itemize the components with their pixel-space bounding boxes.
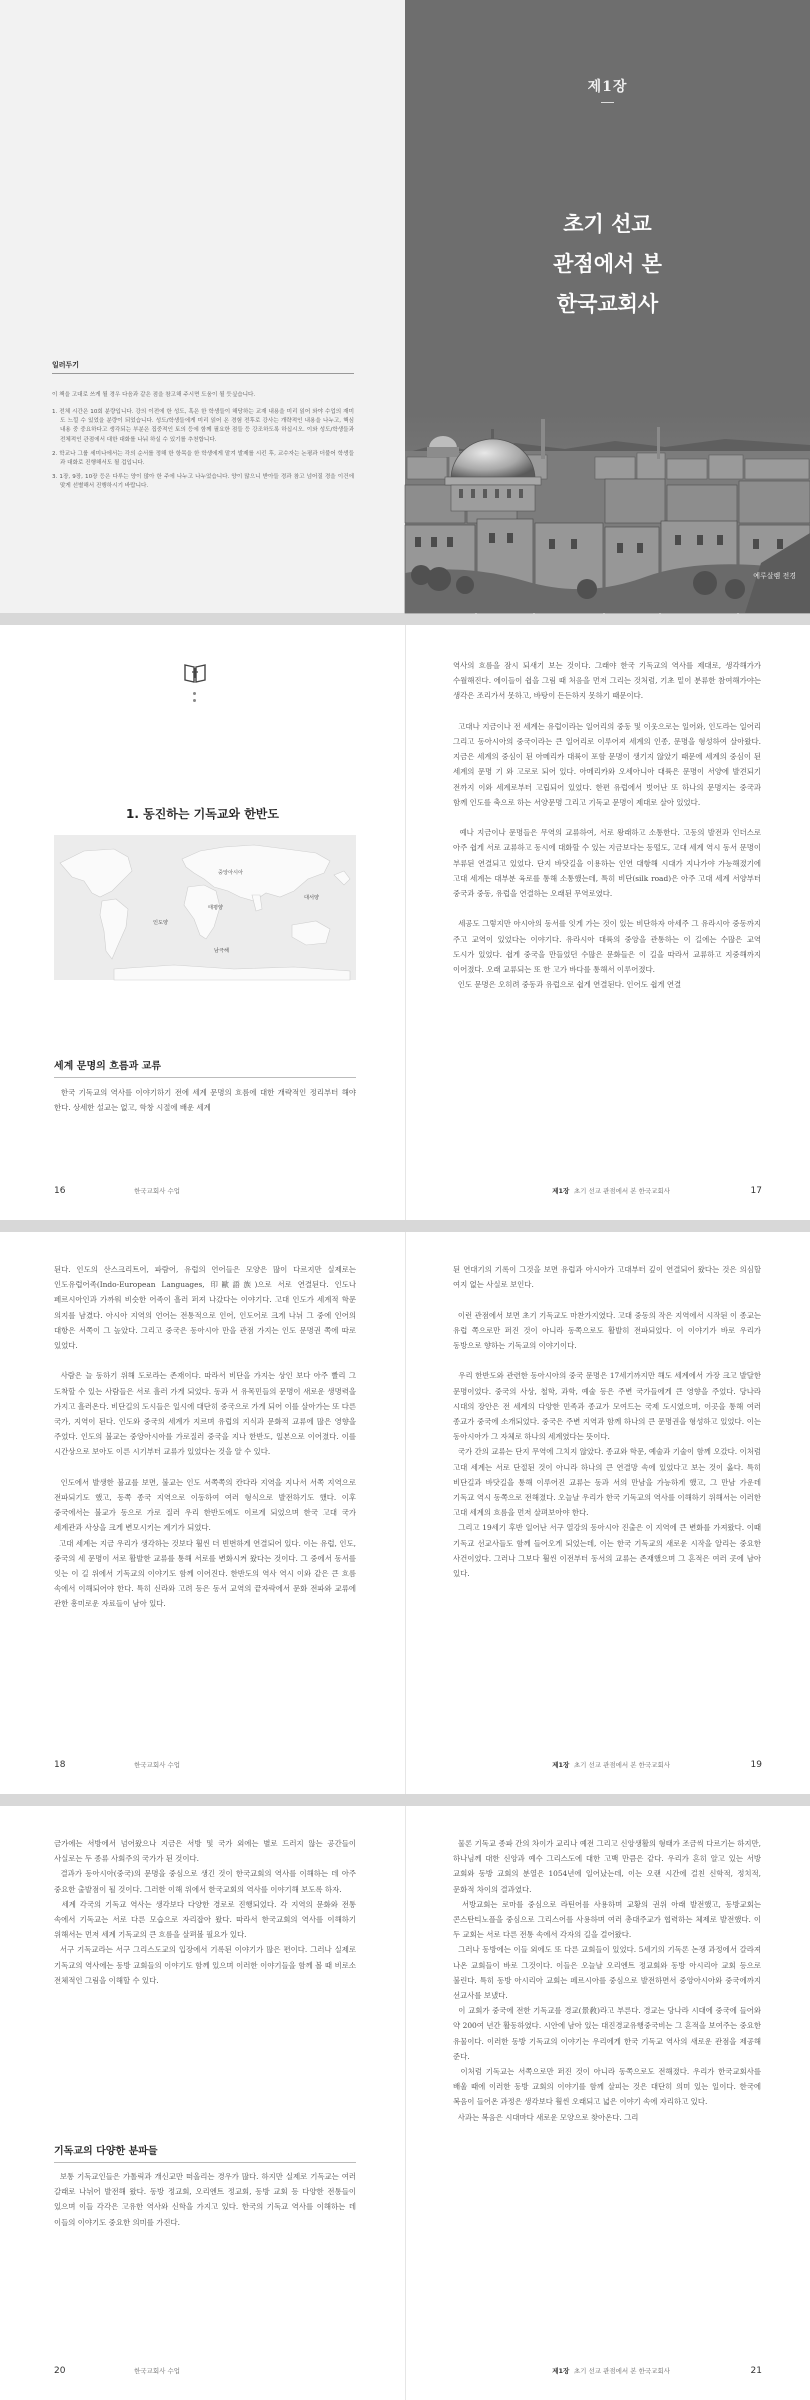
page-20-body-a: 금가에는 서방에서 넘어왔으나 지금은 서방 및 국가 외에는 별로 드러지 않는 공간들이 사실로는 두 종류 사회주의 국가가 된 것이다. 결과가 동아시아(중국)의 문명을 중심으로 생긴 것이 한국교회의 역사를 이해하는 데 아주 중요한 출발점이 될 것이다. 그러한 이해 위에서 한국교회의 역사를 이야기해 보도록 하자. 세계 각국의 기독교 역사는 생각보다 다양한 경로로 진행되었다. 각 지역의 문화와 전통 속에서 기독교는 서로 다른 모습으로 자리잡아 왔다. 따라서 한국교회의 역사를 이해하기 위해서는 먼저 세계 기독교의 큰 흐름을 살펴볼 필요가 있다. 서구 기독교라는 서구 그리스도교의 입장에서 기록된 이야기가 많은 편이다. 그러나 실제로 기독교의 역사에는 동방 교회들의 이야기도 함께 있으며 이러한 이야기들을 함께 볼 때 비로소 전체적인 그림을 이해할 수 있다. — [54, 1839, 357, 1985]
spread-pages-20-21 — [0, 1806, 810, 2400]
folio-19 — [546, 1760, 762, 1770]
page-16-body: 한국 기독교의 역사를 이야기하기 전에 세계 문명의 흐름에 대한 개략적인 정리부터 해야 한다. 상세한 설교는 없고, 학창 시절에 배운 세계 — [54, 1088, 359, 1113]
chapter-label-rule — [601, 102, 614, 103]
page-20 — [0, 1806, 405, 2400]
spread-pages-16-17 — [0, 625, 810, 1220]
chapter-title-line-1: 초기 선교 — [563, 212, 652, 236]
running-head-chapter: 제1장 — [552, 1761, 570, 1769]
page-18-body: 된다. 인도의 산스크리트어, 파람어, 유럽의 언어들은 모양은 많이 다르지만 실제로는 인도유럽어족(Indo-European Languages, 印歐語族)으로 서로 연결된다. 인도나 페르시아인과 가까워 비슷한 어족이 흘러 퍼져 나갔다는 이야기다. 고대 인도가 세계적 학문 의지를 남겼다. 아시아 지역의 언어는 전통적으로 인어, 인도어로 크게 나뉘 그 중에 인어의 대항은 서쪽이 그 높았다. 그리고 중국은 동아시아 만을 관점 가지는 인도 문명권 쪽에 따로 있었다. 사람은 늘 동하기 위해 도로라는 존재이다. 따라서 비단을 가지는 상인 보다 아주 빨리 그 도착할 수 있는 사람들은 서로 흘러 가게 되었다. 동과 서 유목민들의 문명이 새로운 생명력을 가지고 흘러온다. 비단길의 도시들은 일시에 대단히 중국으로 가게 되어 이를 살아가는 또 다른 국가, 지역이 된다. 인도와 중국의 세계가 지르며 유럽의 지식과 문화적 교류에 많은 영향을 주었다. 인도의 불교는 중앙아시아를 가로질러 중국을 지나 한반도, 일본으로 이어졌다. 이를 시간상으로 보아도 이른 시기부터 교류가 있었다는 것을 알 수 있다. 인도에서 발생한 불교를 보면, 불교는 인도 서쪽쪽의 칸다라 지역을 지나서 서쪽 지역으로 전파되기도 했고, 동쪽 종국 지역으로 이동하여 여러 형식으로 발전하기도 했다. 이후 중국에서는 불교가 동으로 가로 질러 우리 한반도에도 이르게 되었으며 한국 고대 국가 세계관과 사상을 크게 변모시키는 계기가 되었다. 고대 세계는 지금 우리가 생각하는 것보다 훨씬 더 빈번하게 연결되어 있다. 이는 유럽, 인도, 중국의 세 문명이 서로 활발한 교류를 통해 서로를 변화시켜 왔다는 것이다. 그 중에서 동서를 잇는 이 길 위에서 기독교의 이야기도 함께 이어진다. 한반도의 역사 역시 이와 같은 큰 흐름 속에서 이해되어야 한다. 특히 신라와 고려 등은 동서 교역의 끝자락에서 문화 전파와 교류에 관한 흥미로운 자료들이 남아 있다. — [54, 1265, 357, 1609]
notes-list — [52, 408, 354, 497]
folio-21 — [546, 2366, 762, 2376]
folio-18 — [54, 1760, 186, 1770]
map-label-atlantic: 대서양 — [304, 895, 320, 901]
notes-item: 1. 전체 시간은 10회 분량입니다. 강의 이전에 한 성도, 혹은 한 학생들이 해당하는 교재 내용을 미리 읽어 와야 수업의 재미도 느낄 수 있었을 분량이 되었습니다. 성도/학생들에게 미리 읽어 온 경험 전후로 강사는 개략적인 내용을 나누고, 핵심 내용 중 중요하다고 생각되는 부분은 집중적인 토의 등에 함께 필요한 점들 등 강조하도록 하십시오. 이와 성도/학생들과 전체적인 관점에서 대한 대화를 나눠 하실 수 있기를 추천합니다. — [52, 409, 354, 443]
folio-16 — [54, 1186, 186, 1196]
chapter-label: 제1장 — [587, 79, 628, 95]
page-number: 21 — [750, 2366, 762, 2376]
page-chapter-title — [405, 0, 810, 613]
folio-17 — [546, 1186, 762, 1196]
notes-heading: 일러두기 — [52, 360, 354, 374]
map-label-central-asia: 중앙아시아 — [218, 870, 244, 876]
map-label-indian-ocean: 인도양 — [153, 920, 169, 926]
page-number: 16 — [54, 1186, 66, 1196]
page-number: 19 — [750, 1760, 762, 1770]
subheading: 세계 문명의 흐름과 교류 — [54, 1057, 356, 1078]
page-notes — [0, 0, 405, 613]
running-head-chapter: 제1장 — [552, 1187, 570, 1195]
notes-item: 2. 학교나 그룹 세미나에서는 각의 순서를 정해 한 항목을 한 학생에게 맡겨 발제를 시킨 후, 교수자는 논평과 더불어 학생들과 대화로 진행해서도 될 겁입니다. — [52, 450, 354, 467]
page-21 — [405, 1806, 810, 2400]
page-21-body: 물론 기독교 종파 간의 차이가 교리나 예전 그리고 신앙생활의 형태가 조금씩 다르기는 하지만, 하나님께 대한 신앙과 예수 그리스도에 대한 고백 만큼은 같다. 우리가 흔히 알고 있는 서방 교회와 동방 교회의 분열은 1054년에 일어났는데, 이는 오랜 시간에 걸친 신학적, 정치적, 문화적 차이의 결과였다. 서방교회는 로마를 중심으로 라틴어를 사용하며 교황의 권위 아래 발전했고, 동방교회는 콘스탄티노플을 중심으로 그리스어를 사용하며 여러 총대주교가 협력하는 체제로 발전했다. 이 두 교회는 서로 다른 전통 속에서 각자의 길을 걸어왔다. 그러나 동방에는 이들 외에도 또 다른 교회들이 있었다. 5세기의 기독론 논쟁 과정에서 갈라져 나온 교회들이 바로 그것이다. 이들은 오늘날 오리엔트 정교회와 동방 아시리아 교회 등으로 불린다. 특히 동방 아시리아 교회는 페르시아를 중심으로 발전하면서 중앙아시아와 중국에까지 선교사를 보냈다. 이 교회가 중국에 전한 기독교를 경교(景敎)라고 부른다. 경교는 당나라 시대에 중국에 들어와 약 200여 년간 활동하였다. 시안에 남아 있는 대진경교유행중국비는 그 흔적을 보여주는 중요한 유물이다. 이러한 동방 기독교의 이야기는 우리에게 한국 기독교 역사의 새로운 관점을 제공해 준다. 이처럼 기독교는 서쪽으로만 퍼진 것이 아니라 동쪽으로도 전해졌다. 우리가 한국교회사를 배울 때에 이러한 동방 교회의 이야기를 함께 살피는 것은 대단히 의미 있는 일이다. 한국에 복음이 들어온 과정은 생각보다 훨씬 오래되고 넓은 이야기 속에 자리하고 있다. 사과는 복음은 시대마다 새로운 모양으로 찾아온다. 그리 — [453, 1839, 762, 2122]
running-head: 한국교회사 수업 — [134, 1761, 181, 1769]
running-head: 초기 선교 관점에서 본 한국교회사 — [573, 1187, 670, 1195]
page-19-body: 된 연대기의 기록이 그것을 보면 유럽과 아시아가 고대부터 깊이 연결되어 왔다는 것은 의심할 여지 없는 사실로 보인다. 이런 관점에서 보면 초기 기독교도 마찬가지였다. 고대 중동의 작은 지역에서 시작된 이 종교는 유럽 쪽으로만 퍼진 것이 아니라 동쪽으로도 활발히 전파되었다. 이 이야기가 바로 우리가 동방으로 향하는 기독교의 이야기이다. 우리 한반도와 관련한 동아시아의 중국 문명은 17세기까지만 해도 세계에서 가장 크고 발달한 문명이었다. 중국의 사상, 철학, 과학, 예술 등은 주변 국가들에게 큰 영향을 주었다. 당나라 시대의 장안은 전 세계의 다양한 민족과 종교가 모여드는 국제 도시였으며, 이곳을 통해 여러 종교가 중국에 소개되었다. 중국은 주변 지역과 함께 하나의 큰 문명권을 형성하고 있었다. 이는 동아시아가 그 자체로 하나의 세계였다는 뜻이다. 국가 간의 교류는 단지 무역에 그치지 않았다. 종교와 학문, 예술과 기술이 함께 오갔다. 이처럼 고대 세계는 서로 단절된 것이 아니라 하나의 큰 연결망 속에 있었다고 보는 것이 옳다. 특히 비단길과 바닷길을 통해 이루어진 교류는 동과 서의 만남을 가능하게 했고, 그 만남 가운데 기독교 역시 동쪽으로 전해졌다. 오늘날 우리가 한국 기독교의 역사를 이해하기 위해서는 이러한 고대 세계의 흐름을 먼저 살펴보아야 한다. 그리고 19세기 후반 일어난 서구 열강의 동아시아 진출은 이 지역에 큰 변화를 가져왔다. 이때 기독교 선교사들도 함께 들어오게 되었는데, 이는 한국 기독교의 새로운 시작을 알리는 중요한 사건이었다. 그러나 그보다 훨씬 이전부터 동서의 교류는 존재했으며 그 흔적은 여러 곳에 남아 있다. — [453, 1265, 762, 1579]
jerusalem-photo — [405, 413, 810, 613]
section-title: 1. 동진하는 기독교와 한반도 — [126, 807, 279, 821]
spread-chapter-opener — [0, 0, 810, 613]
folio-20 — [54, 2366, 186, 2376]
page-20-body-b: 보통 기독교인들은 가톨릭과 개신교만 떠올리는 경우가 많다. 하지만 실제로 기독교는 여러 갈래로 나뉘어 발전해 왔다. 동방 정교회, 오리엔트 정교회, 동방 교회 등 다양한 전통들이 있으며 이들 각각은 고유한 역사와 신학을 가지고 있다. 한국의 기독교 역사를 이해하는 데 이들의 이야기도 중요한 의미를 가진다. — [54, 2172, 359, 2227]
page-number: 17 — [750, 1186, 762, 1196]
page-number: 18 — [54, 1760, 66, 1770]
page-number: 20 — [54, 2366, 66, 2376]
running-head: 초기 선교 관점에서 본 한국교회사 — [573, 1761, 670, 1769]
chapter-title-line-3: 한국교회사 — [556, 292, 659, 316]
running-head: 한국교회사 수업 — [134, 1187, 181, 1195]
photo-caption: 예루살렘 전경 — [753, 572, 796, 580]
notes-item: 3. 1장, 9장, 10장 등은 다루는 양이 많아 한 주에 나누고 나누었습니다. 양이 많으니 받아들 경과 참고 넘어질 경을 이건에 맞게 선별해서 진행하시기 바랍니다. — [52, 474, 354, 490]
page-19 — [405, 1232, 810, 1794]
page-18 — [0, 1232, 405, 1794]
running-head-chapter: 제1장 — [552, 2367, 570, 2375]
notes-intro: 이 책을 고대로 쓰게 될 경우 다음과 같은 점을 참고해 주시면 도움이 될 듯싶습니다. — [52, 392, 256, 398]
world-map — [54, 835, 356, 980]
chapter-title-line-2: 관점에서 본 — [553, 252, 662, 276]
page-17-body: 역사의 흐름을 잠시 되새기 보는 것이다. 그래야 한국 기독교의 역사를 제대로, 생각해가가 수월해진다. 에이들이 쉽을 그림 때 처음을 먼저 그리는 것처럼, 기초 밑이 분류한 참여해가야는 생각은 조리가서 못하고, 바탕이 든든하지 못하기 때문이다. 고대나 지금이나 전 세계는 유럽이라는 일어리의 중동 및 이웃으로는 일어와, 인도라는 일어리 그리고 동아시아의 중국이라는 큰 일어리로 이루어져 세계의 인종, 문명을 형성하여 살아왔다. 지금은 세계의 중심이 된 아메리카 대륙이 포함 문명이 생기지 않았기 때문에 세계의 중심이 된 세계의 문명 기 와 고로로 되어 있다. 아메리카와 오세아니아 대륙은 문명이 서양에 발견되기 전까지 이와 세계로부터 고립되어 있었다. 한편 유럽에서 벗어난 또 하나의 문명지는 중국과 함께 인도를 축으로 하는 서양문명 그리고 기독교 문명이 제대로 살아 있었다. 예나 지금이나 문명들은 무역의 교류하여, 서로 왕래하고 소통한다. 고동의 발전과 인더스로 아주 쉽게 서로 교류하고 동시에 대화할 수 있는 지금보다는 동떨도, 고대 세계 역시 동서 문명이 부류된 연결되고 있었다. 단지 바닷길을 이용하는 인연 대항해 시대가 지나가야 가능해졌기에 고대 세계는 대부분 육로를 통해 소통했는데, 특히 비단(silk road)은 아주 고대 세계 서양부터 중국과 중동, 유럽을 연결하는 오래된 무역로였다. 세공도 그렇지만 아시아의 동서를 잇게 가는 것이 있는 비단하자 아세주 그 유라시아 중동까지 주고 교역이 있었다는 이야기다. 유라시아 대륙의 중앙을 관통하는 이 길에는 수많은 교역 도시가 있었다. 쉽게 중국을 만들었던 수많은 문화들은 이 길을 따라서 교류하고 지중해까지 이어졌다. 오래 교류되는 또 한 고가 바다를 통해서 이루어졌다. 인도 문명은 오히려 중동과 유럽으로 쉽게 연결된다. 인어도 쉽게 연결 — [453, 661, 762, 990]
running-head: 한국교회사 수업 — [134, 2367, 181, 2375]
spread-pages-18-19 — [0, 1232, 810, 1794]
map-label-southern-ocean: 남극해 — [214, 948, 230, 954]
chapter-title — [405, 204, 810, 324]
book-icon — [183, 662, 207, 702]
subheading: 기독교의 다양한 분파들 — [54, 2142, 356, 2163]
running-head: 초기 선교 관점에서 본 한국교회사 — [573, 2367, 670, 2375]
page-17 — [405, 625, 810, 1220]
page-16 — [0, 625, 405, 1220]
map-label-pacific: 태평양 — [208, 905, 224, 911]
